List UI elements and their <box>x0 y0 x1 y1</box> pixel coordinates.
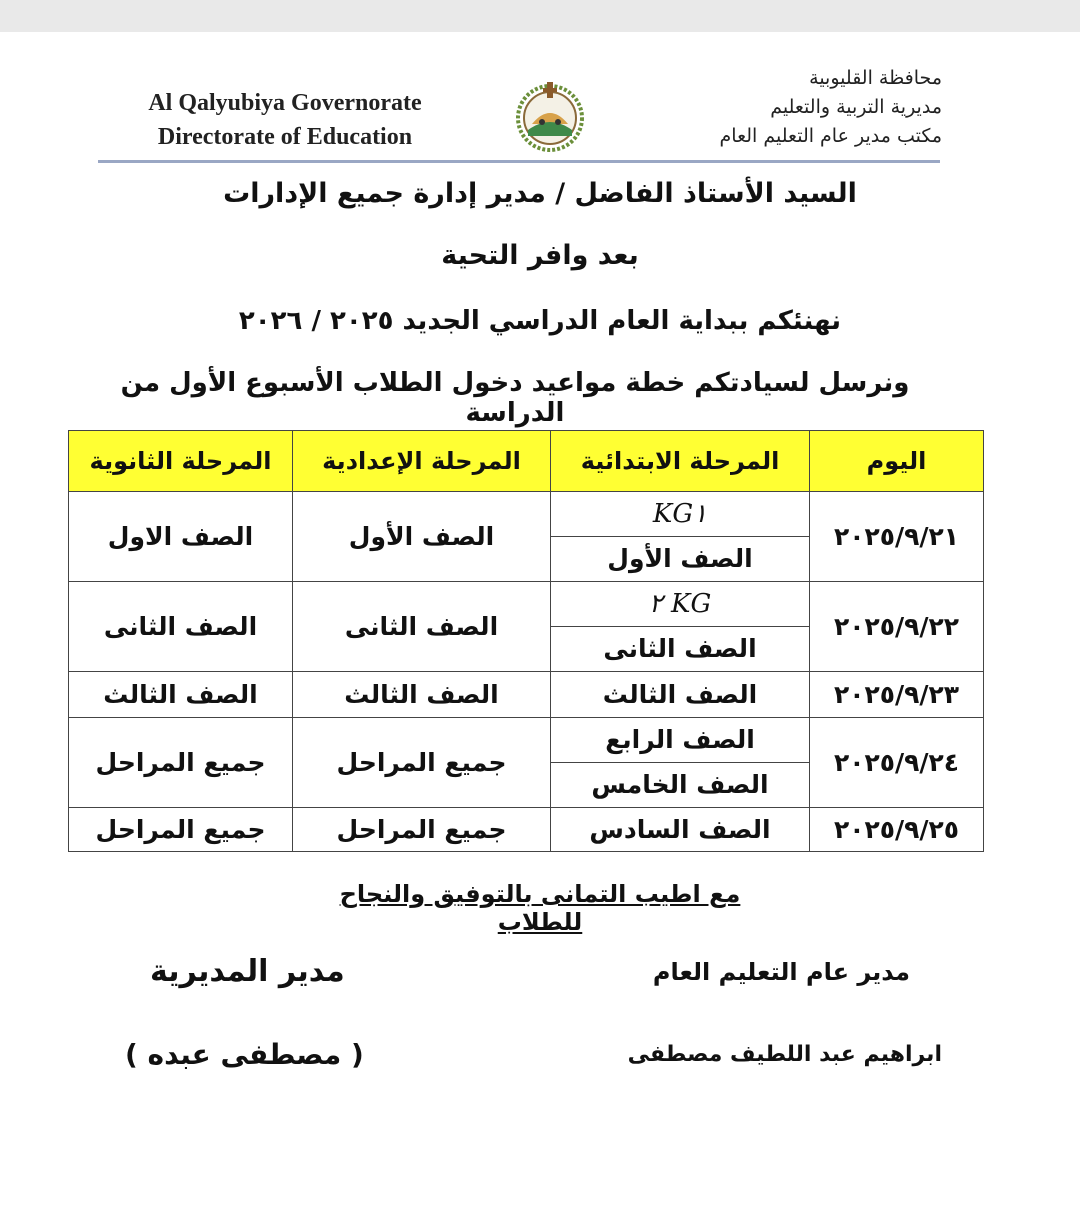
primary-grade: الصف الأول <box>551 536 809 581</box>
governorate-en: Al Qalyubiya Governorate <box>148 90 422 116</box>
primary-grade: KG١ <box>652 499 708 529</box>
prep-cell: جميع المراحل <box>293 808 551 852</box>
prep-cell: الصف الأول <box>293 492 551 582</box>
directorate-en: Directorate of Education <box>157 124 413 150</box>
date-cell: ٢٠٢٥/٩/٢٥ <box>810 808 984 852</box>
intro-text: ونرسل لسيادتكم خطة مواعيد دخول الطلاب الأسبوع الأول من الدراسة <box>120 368 910 428</box>
signature-name-left: ( مصطفى عبده ) <box>125 1038 364 1071</box>
date-cell: ٢٠٢٥/٩/٢٢ <box>810 582 984 672</box>
english-letterhead <box>100 86 470 154</box>
primary-cell <box>551 718 810 808</box>
directorate-seal-logo <box>510 74 590 154</box>
table-header-row <box>69 431 984 492</box>
table-row <box>69 808 984 852</box>
arabic-letterhead <box>582 64 942 151</box>
primary-cell <box>551 492 810 582</box>
greeting: بعد وافر التحية <box>441 240 639 271</box>
date-cell: ٢٠٢٥/٩/٢٤ <box>810 718 984 808</box>
primary-cell <box>551 582 810 672</box>
date-cell: ٢٠٢٥/٩/٢١ <box>810 492 984 582</box>
primary-grade: الصف الثانى <box>551 626 809 671</box>
salutation: السيد الأستاذ الفاضل / مدير إدارة جميع الإدارات <box>223 178 857 209</box>
header-prep: المرحلة الإعدادية <box>293 431 551 492</box>
congratulations: نهنئكم ببداية العام الدراسي الجديد ٢٠٢٥ / ٢٠٢٦ <box>238 306 842 336</box>
secondary-cell: جميع المراحل <box>69 718 293 808</box>
signature-title-right: مدير عام التعليم العام <box>652 958 910 986</box>
secondary-cell: الصف الثالث <box>69 672 293 718</box>
table-row <box>69 672 984 718</box>
closing-line: مع اطيب التمانى بالتوفيق والنجاح للطلاب <box>339 880 741 936</box>
prep-cell: الصف الثالث <box>293 672 551 718</box>
signature-name-right: ابراهيم عبد اللطيف مصطفى <box>627 1042 942 1067</box>
primary-grade: الصف الرابع <box>605 725 755 754</box>
header-primary: المرحلة الابتدائية <box>551 431 810 492</box>
secondary-cell: الصف الثانى <box>69 582 293 672</box>
table-row <box>69 492 984 582</box>
secondary-cell: جميع المراحل <box>69 808 293 852</box>
primary-grade: الصف الخامس <box>551 762 809 807</box>
primary-cell: الصف الثالث <box>551 672 810 718</box>
directorate-ar: مديرية التربية والتعليم <box>770 96 942 118</box>
prep-cell: الصف الثانى <box>293 582 551 672</box>
governorate-ar: محافظة القليوبية <box>809 67 942 89</box>
table-row <box>69 718 984 808</box>
primary-cell: الصف السادس <box>551 808 810 852</box>
primary-grade: KG ٢ <box>648 589 712 619</box>
top-bar <box>0 0 1080 32</box>
header-divider <box>98 160 940 163</box>
signature-title-left: مدير المديرية <box>150 954 345 989</box>
schedule-table <box>68 430 984 852</box>
header-day: اليوم <box>810 431 984 492</box>
prep-cell: جميع المراحل <box>293 718 551 808</box>
table-row <box>69 582 984 672</box>
date-cell: ٢٠٢٥/٩/٢٣ <box>810 672 984 718</box>
office-ar: مكتب مدير عام التعليم العام <box>719 125 942 147</box>
secondary-cell: الصف الاول <box>69 492 293 582</box>
header-secondary: المرحلة الثانوية <box>69 431 293 492</box>
